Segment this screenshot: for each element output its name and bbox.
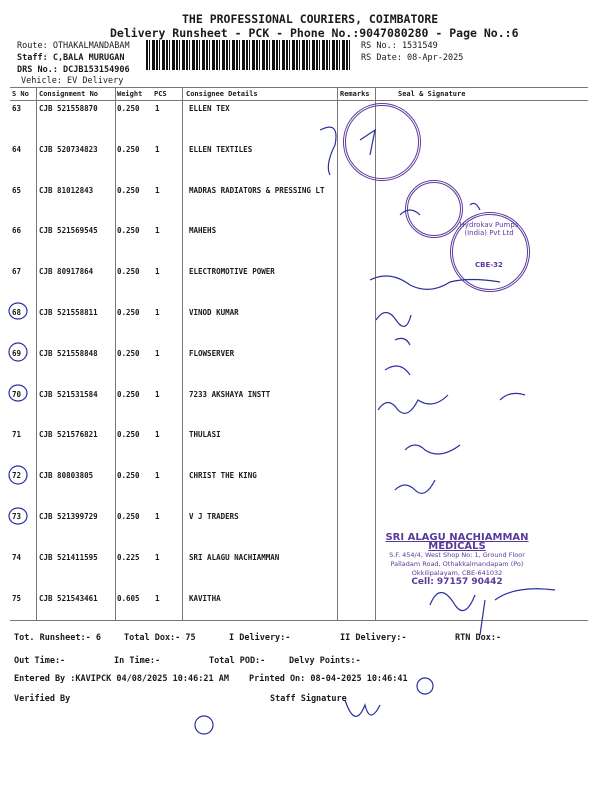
cell-cn: CJB 80803805: [39, 471, 94, 481]
tot-runsheet: Tot. Runsheet:- 6: [14, 633, 101, 643]
stamp-cell: Cell: 97157 90442: [411, 577, 503, 587]
cell-pcs: 1: [155, 144, 160, 154]
cell-pcs: 1: [155, 348, 160, 358]
cell-weight: 0.250: [117, 104, 140, 113]
stamp-address-2: Palladam Road, Othakkalmandapam (Po): [390, 560, 524, 568]
printed-on: Printed On: 08-04-2025 10:46:41: [249, 674, 408, 684]
cell-consignee: VINOD KUMAR: [189, 308, 239, 317]
rs-date: RS Date: 08-Apr-2025: [361, 53, 464, 63]
staff-signature-mark: [345, 700, 380, 716]
cell-sno: 68: [12, 308, 22, 317]
pumps-seal-text: Hydrokav Pumps (India) Pvt Ltd: [459, 221, 519, 237]
cell-weight: 0.250: [117, 430, 140, 440]
cell-consignee: 7233 AKSHAYA INSTT: [189, 389, 271, 399]
bottom-circle-mark: [195, 716, 213, 734]
cell-pcs: 1: [155, 104, 160, 113]
col-header-sno: S No: [12, 90, 29, 98]
signature-70: [378, 393, 525, 413]
out-time: Out Time:-: [14, 656, 66, 666]
pumps-seal-code: CBE-32: [475, 261, 503, 269]
cell-sno: 66: [12, 226, 22, 236]
signature-68: [376, 313, 411, 327]
cell-pcs: 1: [155, 552, 160, 562]
cell-pcs: 1: [155, 593, 160, 603]
cell-weight: 0.250: [117, 267, 140, 277]
signature-72: [395, 480, 435, 493]
cell-weight: 0.250: [117, 144, 140, 154]
cell-pcs: 1: [155, 471, 160, 481]
cell-cn: CJB 521411595: [39, 552, 98, 562]
cell-consignee: ELECTROMOTIVE POWER: [189, 267, 275, 277]
signature-75: [430, 589, 555, 635]
medical-shop-stamp: [382, 533, 532, 587]
col-divider: [182, 88, 183, 620]
cell-sno: 65: [12, 185, 22, 195]
drs-no: DRS No.: DCJB153154906: [17, 65, 130, 75]
delvy-points: Delvy Points:-: [289, 656, 361, 666]
stamp-address-3: Okkilipalayam, CBE-641032: [411, 569, 503, 577]
rtn-dox: RTN Dox:-: [455, 633, 502, 643]
rs-no: RS No.: 1531549: [361, 41, 438, 51]
pumps-seal-stamp: [450, 212, 530, 292]
cell-consignee: CHRIST THE KING: [189, 471, 257, 481]
cell-sno: 75: [12, 593, 22, 603]
cell-cn: CJB 81012843: [39, 185, 94, 195]
cell-weight: 0.250: [117, 348, 140, 358]
cell-consignee: KAVITHA: [189, 593, 221, 603]
company-title: THE PROFESSIONAL COURIERS, COIMBATORE: [182, 12, 439, 26]
ii-delivery: II Delivery:-: [340, 633, 407, 643]
cell-weight: 0.250: [117, 185, 140, 195]
cell-cn: CJB 521558870: [39, 104, 98, 113]
in-time: In Time:-: [114, 656, 161, 666]
cell-consignee: V J TRADERS: [189, 512, 239, 521]
cell-cn: CJB 521399729: [39, 512, 98, 521]
cell-consignee: ELLEN TEXTILES: [189, 144, 253, 154]
cell-weight: 0.250: [117, 308, 140, 317]
verified-by: Verified By: [14, 694, 71, 704]
table-bottom-line: [10, 620, 588, 621]
cell-consignee: THULASI: [189, 430, 221, 440]
cell-weight: 0.250: [117, 389, 140, 399]
cell-sno: 67: [12, 267, 22, 277]
round-seal-stamp: [405, 180, 463, 238]
cell-pcs: 1: [155, 430, 160, 440]
col-divider: [36, 88, 37, 620]
stamp-shop-name: SRI ALAGU NACHIAMMAN MEDICALS: [385, 532, 529, 552]
cell-cn: CJB 80917864: [39, 267, 94, 277]
runsheet-subtitle: Delivery Runsheet - PCK - Phone No.:9047080280 - Page No.:6: [110, 26, 519, 40]
signature-71: [405, 445, 460, 454]
cell-consignee: MAHEHS: [189, 226, 217, 236]
cell-sno: 71: [12, 430, 22, 440]
cell-cn: CJB 521576821: [39, 430, 98, 440]
cell-consignee: SRI ALAGU NACHIAMMAN: [189, 552, 280, 562]
cell-pcs: 1: [155, 389, 160, 399]
cell-consignee: FLOWSERVER: [189, 348, 235, 358]
cell-cn: CJB 521531584: [39, 389, 98, 399]
col-divider: [115, 88, 116, 620]
cell-cn: CJB 521558848: [39, 348, 98, 358]
col-divider: [337, 88, 338, 620]
cell-pcs: 1: [155, 308, 160, 317]
cell-sno: 70: [12, 389, 22, 399]
cell-cn: CJB 521569545: [39, 226, 98, 236]
route: Route: OTHAKALMANDABAM: [17, 41, 130, 51]
table-header-line: [10, 100, 588, 101]
cell-consignee: MADRAS RADIATORS & PRESSING LT: [189, 185, 325, 195]
total-dox: Total Dox:- 75: [124, 633, 196, 643]
cell-pcs: 1: [155, 226, 160, 236]
cell-sno: 64: [12, 144, 22, 154]
staff: Staff: C,BALA MURUGAN: [17, 53, 125, 63]
vehicle: Vehicle: EV Delivery: [21, 76, 124, 86]
cell-sno: 72: [12, 471, 22, 481]
company-seal-stamp: [343, 103, 421, 181]
signature-69: [385, 338, 410, 375]
cell-weight: 0.250: [117, 512, 140, 521]
cell-cn: CJB 520734823: [39, 144, 98, 154]
cell-weight: 0.250: [117, 471, 140, 481]
cell-cn: CJB 521543461: [39, 593, 98, 603]
col-header-consignee: Consignee Details: [186, 90, 258, 98]
barcode: [146, 40, 352, 70]
total-pod: Total POD:-: [209, 656, 266, 666]
i-delivery: I Delivery:-: [229, 633, 291, 643]
col-header-remarks: Remarks: [340, 90, 370, 98]
cell-sno: 63: [12, 104, 22, 113]
cell-cn: CJB 521558811: [39, 308, 98, 317]
staff-signature: Staff Signature: [270, 694, 347, 704]
cell-sno: 74: [12, 552, 22, 562]
stamp-address-1: S.F. 454/4, West Shop No: 1, Ground Floor: [389, 551, 525, 559]
initial-circle-mark: [417, 678, 433, 694]
table-top-line: [10, 87, 588, 88]
cell-pcs: 1: [155, 512, 160, 521]
entered-by: Entered By :KAVIPCK 04/08/2025 10:46:21 AM: [14, 674, 229, 684]
cell-sno: 69: [12, 348, 22, 358]
cell-weight: 0.250: [117, 226, 140, 236]
cell-consignee: ELLEN TEX: [189, 104, 230, 113]
col-header-seal: Seal & Signature: [398, 90, 466, 98]
col-header-weight: Weight: [117, 90, 143, 98]
cell-weight: 0.605: [117, 593, 140, 603]
cell-sno: 73: [12, 512, 22, 521]
col-header-consignment: Consignment No: [39, 90, 99, 98]
cell-pcs: 1: [155, 185, 160, 195]
cell-pcs: 1: [155, 267, 160, 277]
col-header-pcs: PCS: [154, 90, 167, 98]
cell-weight: 0.225: [117, 552, 140, 562]
